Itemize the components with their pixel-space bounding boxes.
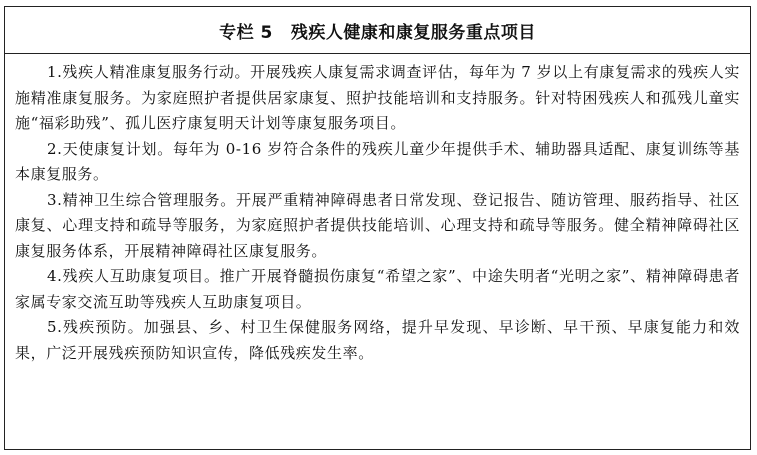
- item-2: 2.天使康复计划。每年为 0-16 岁符合条件的残疾儿童少年提供手术、辅助器具适配、康复训练等基本康复服务。: [15, 139, 740, 183]
- item-3: 3.精神卫生综合管理服务。开展严重精神障碍患者日常发现、登记报告、随访管理、服药指导、社区康复、心理支持和疏导等服务，为家庭照护者提供技能培训、心理支持和疏导等服务。健全精神障碍社区康复服务体系，开展精神障碍社区康复服务。: [15, 190, 740, 260]
- feature-box: [4, 6, 751, 450]
- box-title: 残疾人健康和康复服务重点项目: [290, 22, 536, 43]
- box-title-row: [5, 7, 750, 54]
- box-label: 专栏 5: [219, 22, 273, 43]
- item-5: 5.残疾预防。加强县、乡、村卫生保健服务网络，提升早发现、早诊断、早干预、早康复能力和效果，广泛开展残疾预防知识宣传，降低残疾发生率。: [15, 318, 740, 362]
- box-content: [5, 54, 750, 366]
- item-1: 1.残疾人精准康复服务行动。开展残疾人康复需求调查评估，每年为 7 岁以上有康复需求的残疾人实施精准康复服务。为家庭照护者提供居家康复、照护技能培训和支持服务。针对特困残疾人和孤残儿童实施“福彩助残”、孤儿医疗康复明天计划等康复服务项目。: [15, 63, 740, 132]
- item-4: 4.残疾人互助康复项目。推广开展脊髓损伤康复“希望之家”、中途失明者“光明之家”、精神障碍患者家属专家交流互助等残疾人互助康复项目。: [15, 267, 740, 311]
